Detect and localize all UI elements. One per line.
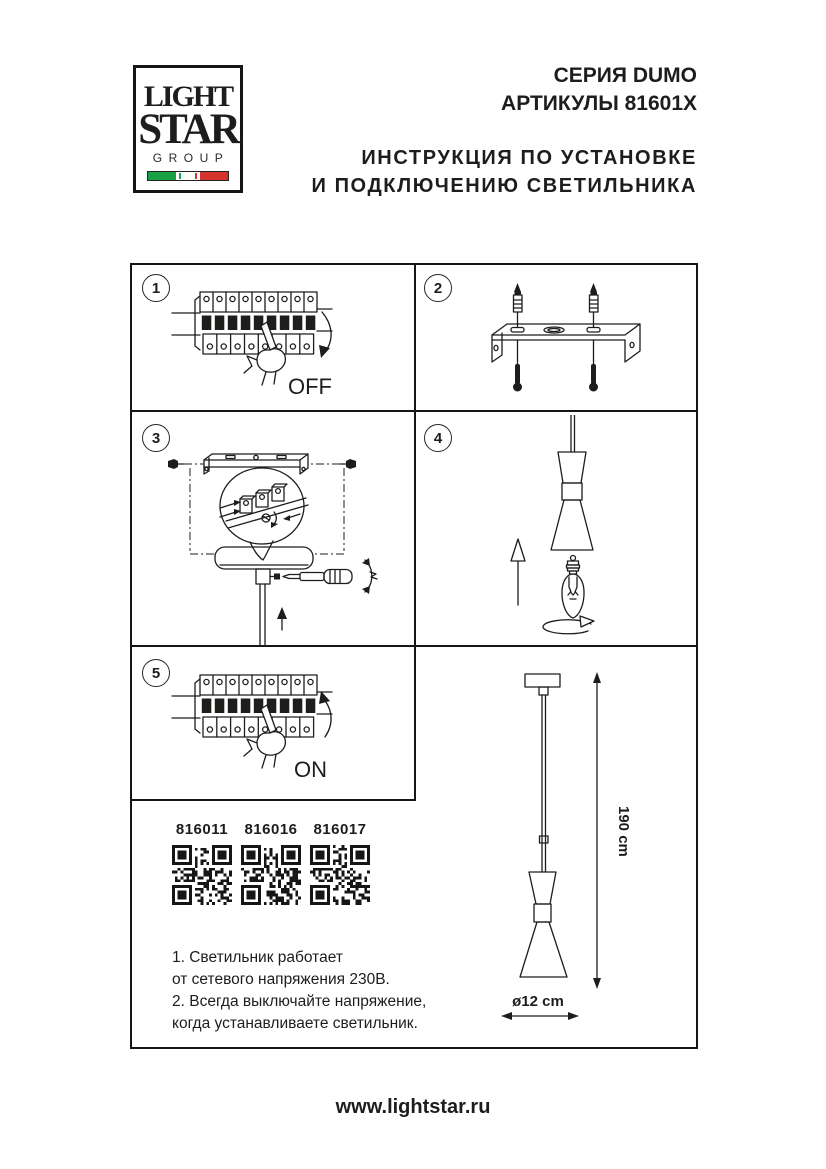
screwdriver-icon (283, 575, 300, 579)
instruction-title (311, 144, 697, 200)
screw-icon (514, 283, 521, 292)
qr-code-row (172, 821, 370, 905)
step2-mounting-bracket-drawing (450, 278, 690, 408)
row-divider-1 (132, 410, 696, 412)
logo-word-light: LIGHT (143, 80, 233, 113)
diameter-dimension-label: ø12 cm (512, 993, 564, 1010)
series-title: СЕРИЯ DUMO (553, 64, 697, 87)
flag-red-mark (195, 173, 197, 179)
step1-circuit-breaker-off-drawing (170, 288, 370, 406)
arrow-up-icon (322, 697, 331, 737)
note-line: 1. Светильник работает (172, 949, 343, 966)
side-screw-icon (168, 459, 178, 469)
pendant-dimension-drawing (420, 650, 694, 1045)
step5-bottom-divider (132, 799, 416, 801)
flag-green-mark (179, 173, 181, 179)
step-1-number: 1 (142, 274, 170, 302)
qr-item-816011 (172, 821, 232, 905)
note-line: от сетевого напряжения 230В. (172, 971, 390, 988)
safety-notes (172, 947, 426, 1035)
wall-anchor-icon (515, 364, 520, 384)
candle-bulb (562, 574, 584, 618)
instruction-title-line1: ИНСТРУКЦИЯ ПО УСТАНОВКЕ (361, 147, 697, 169)
article-number: 816017 (313, 821, 367, 838)
step-3-number: 3 (142, 424, 170, 452)
lightstar-logo (133, 65, 243, 193)
shade-lower-cone (551, 500, 593, 550)
steps-grid-frame (130, 263, 698, 1049)
qr-code-icon (241, 845, 301, 905)
vertical-divider (414, 265, 416, 801)
articles-title: АРТИКУЛЫ 81601X (501, 92, 697, 115)
step5-circuit-breaker-on-drawing (170, 671, 370, 789)
italian-flag-bar (147, 171, 229, 181)
arrow-down-icon (322, 312, 331, 352)
flag-white-stripe (176, 172, 200, 180)
step4-shade-and-bulb-drawing (425, 415, 685, 645)
off-label: OFF (288, 374, 332, 399)
qr-item-816016 (241, 821, 301, 905)
shade-lower-cone (520, 922, 567, 977)
website-url: www.lightstar.ru (335, 1096, 491, 1118)
qr-code-icon (172, 845, 232, 905)
article-number: 816016 (244, 821, 298, 838)
series-and-articles (501, 62, 697, 118)
note-line: 2. Всегда выключайте напряжение, (172, 993, 427, 1010)
flag-red-stripe (200, 172, 228, 180)
step3-canopy-wiring-drawing (160, 418, 410, 648)
note-line: когда устанавливаете светильник. (172, 1015, 418, 1032)
instruction-title-line2: И ПОДКЛЮЧЕНИЮ СВЕТИЛЬНИКА (311, 175, 697, 197)
shade-upper-cone (529, 872, 556, 904)
arrow-up-icon (277, 607, 287, 619)
logo-word-star: STAR (138, 106, 238, 153)
step-4-number: 4 (424, 424, 452, 452)
height-dimension-label: 190 cm (615, 806, 632, 857)
step-2-number: 2 (424, 274, 452, 302)
flag-green-stripe (148, 172, 176, 180)
logo-word-group: GROUP (152, 151, 230, 165)
ceiling-cup (525, 674, 560, 687)
step-5-number: 5 (142, 659, 170, 687)
article-number: 816011 (175, 821, 229, 838)
arrow-up-icon (511, 539, 525, 561)
shade-upper-cone (558, 452, 586, 483)
on-label: ON (294, 757, 327, 782)
qr-item-816017 (310, 821, 370, 905)
qr-code-icon (310, 845, 370, 905)
